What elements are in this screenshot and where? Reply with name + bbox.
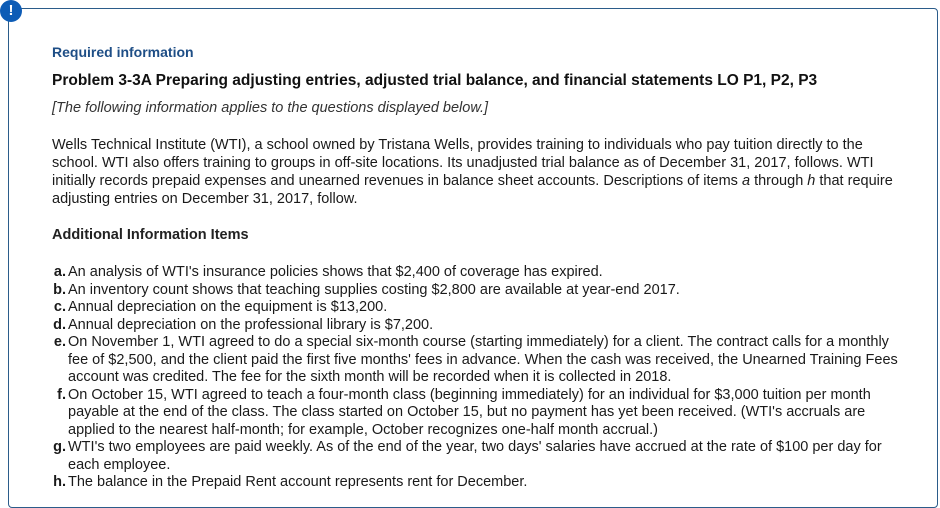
item-text: On November 1, WTI agreed to do a special six-month course (starting immediately) for a client. The contract calls for a monthly fee of $2,500, and the client paid the first five months' fees in advance. When the cash was received, the Unearned Training Fees account was credited. The fee for the sixth month will be recorded when it is collected in 2018. [68,334,898,385]
additional-items-list [52,264,912,492]
applies-note: [The following information applies to the questions displayed below.] [52,100,489,116]
required-information-card [8,8,938,508]
intro-paragraph [52,136,912,208]
intro-item-a: a [741,173,751,189]
card-content [52,43,912,492]
item-label: e. [53,334,66,350]
item-label: b. [53,281,66,298]
list-item-b [52,282,912,300]
required-information-label: Required information [52,44,194,60]
problem-title: Problem 3-3A Preparing adjusting entries, adjusted trial balance, and financial statements LO P1, P2, P3 [52,72,818,89]
intro-item-h: h [807,173,816,189]
alert-icon: ! [0,0,22,22]
item-text: An inventory count shows that teaching supplies costing $2,800 are available at year-end 2017. [68,281,680,298]
item-text: On October 15, WTI agreed to teach a four-month class (beginning immediately) for an individual for $3,000 tuition per month payable at the end of the class. The class started on October 15, but no payment has yet been received. (WTI's accruals are applied to the nearest half-month; for example, October recognizes one-half month accrual.) [68,386,871,438]
list-item-a [52,264,912,282]
intro-text-2: through [750,173,808,189]
list-item-d [52,317,912,335]
list-item-e [52,334,912,387]
item-label: d. [53,316,66,333]
item-label: h. [53,474,66,490]
item-label: c. [53,299,66,315]
additional-info-heading: Additional Information Items [52,227,249,243]
item-label: a. [53,264,66,280]
item-text: An analysis of WTI's insurance policies shows that $2,400 of coverage has expired. [68,264,603,280]
list-item-f [52,387,912,440]
item-text: WTI's two employees are paid weekly. As of the end of the year, two days' salaries have accrued at the rate of $100 per day for each employee. [68,439,882,473]
item-text: The balance in the Prepaid Rent account represents rent for December. [68,474,528,490]
intro-text-1: Wells Technical Institute (WTI), a school owned by Tristana Wells, provides training to individuals who pay tuition directly to the school. WTI also offers training to groups in off-site locations. Its unadjusted trial balance as of December 31, 2017, follows. WTI initially records prepaid expenses and unearned revenues in balance sheet accounts. Descriptions of items [52,137,874,189]
item-label: g. [53,439,66,455]
item-label: f. [57,386,66,403]
intro-text-3: that require adjusting entries on December 31, 2017, follow. [52,173,893,207]
list-item-g [52,439,912,474]
list-item-h [52,474,912,492]
list-item-c [52,299,912,317]
item-text: Annual depreciation on the equipment is $13,200. [68,299,388,315]
item-text: Annual depreciation on the professional library is $7,200. [68,316,434,333]
